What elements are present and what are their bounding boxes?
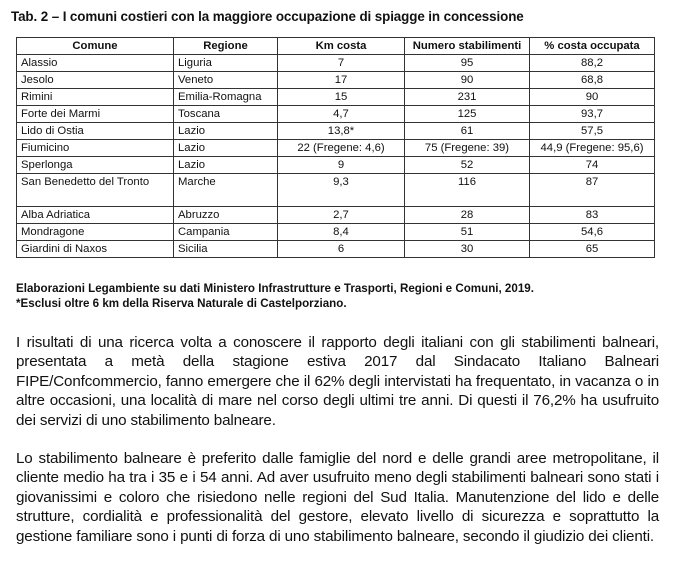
cell-numero-stabilimenti: 61 xyxy=(405,123,530,140)
cell-km-costa: 7 xyxy=(278,55,405,72)
cell-costa-occupata: 68,8 xyxy=(530,72,655,89)
cell-regione: Lazio xyxy=(174,157,278,174)
table-row xyxy=(17,207,655,224)
cell-km-costa: 17 xyxy=(278,72,405,89)
cell-comune: Giardini di Naxos xyxy=(17,241,174,258)
cell-costa-occupata: 88,2 xyxy=(530,55,655,72)
cell-comune: San Benedetto del Tronto xyxy=(17,174,174,207)
table-row xyxy=(17,123,655,140)
cell-numero-stabilimenti: 116 xyxy=(405,174,530,207)
cell-costa-occupata: 93,7 xyxy=(530,106,655,123)
cell-comune: Mondragone xyxy=(17,224,174,241)
cell-comune: Alassio xyxy=(17,55,174,72)
header-comune: Comune xyxy=(17,38,174,55)
cell-numero-stabilimenti: 51 xyxy=(405,224,530,241)
cell-costa-occupata: 57,5 xyxy=(530,123,655,140)
cell-comune: Rimini xyxy=(17,89,174,106)
table-row xyxy=(17,140,655,157)
source-note: Elaborazioni Legambiente su dati Ministero Infrastrutture e Trasporti, Regioni e Comuni, 2019. xyxy=(16,282,534,295)
cell-regione: Lazio xyxy=(174,123,278,140)
cell-numero-stabilimenti: 30 xyxy=(405,241,530,258)
cell-comune: Lido di Ostia xyxy=(17,123,174,140)
table-row xyxy=(17,224,655,241)
cell-regione: Campania xyxy=(174,224,278,241)
cell-km-costa: 13,8* xyxy=(278,123,405,140)
header-regione: Regione xyxy=(174,38,278,55)
table-row xyxy=(17,106,655,123)
cell-comune: Sperlonga xyxy=(17,157,174,174)
cell-regione: Marche xyxy=(174,174,278,207)
cell-comune: Alba Adriatica xyxy=(17,207,174,224)
table-row xyxy=(17,157,655,174)
table-row xyxy=(17,241,655,258)
header-numero-stabilimenti: Numero stabilimenti xyxy=(405,38,530,55)
cell-regione: Veneto xyxy=(174,72,278,89)
table-row xyxy=(17,174,655,207)
cell-regione: Sicilia xyxy=(174,241,278,258)
cell-costa-occupata: 87 xyxy=(530,174,655,207)
header-costa-occupata: % costa occupata xyxy=(530,38,655,55)
table-notes xyxy=(16,281,534,311)
cell-km-costa: 8,4 xyxy=(278,224,405,241)
cell-costa-occupata: 74 xyxy=(530,157,655,174)
cell-regione: Liguria xyxy=(174,55,278,72)
footnote: *Esclusi oltre 6 km della Riserva Naturale di Castelporziano. xyxy=(16,297,347,310)
coastal-municipalities-table xyxy=(16,37,655,258)
cell-km-costa: 9 xyxy=(278,157,405,174)
cell-comune: Forte dei Marmi xyxy=(17,106,174,123)
cell-km-costa: 15 xyxy=(278,89,405,106)
cell-regione: Toscana xyxy=(174,106,278,123)
cell-km-costa: 9,3 xyxy=(278,174,405,207)
table-row xyxy=(17,55,655,72)
cell-comune: Jesolo xyxy=(17,72,174,89)
table-header-row xyxy=(17,38,655,55)
table-row xyxy=(17,72,655,89)
cell-numero-stabilimenti: 52 xyxy=(405,157,530,174)
cell-numero-stabilimenti: 231 xyxy=(405,89,530,106)
cell-regione: Lazio xyxy=(174,140,278,157)
body-paragraph-1: I risultati di una ricerca volta a conoscere il rapporto degli italiani con gli stabilimenti balneari, presentata a metà della stagione estiva 2017 dal Sindacato Italiano Balneari FIPE/Confcommercio, fanno emergere che il 62% degli intervistati ha frequentato, in vacanza o in altre occasioni, una località di mare nel corso degli ultimi tre anni. Di questi il 76,2% ha usufruito dei servizi di uno stabilimento balneare. xyxy=(16,334,659,429)
header-km-costa: Km costa xyxy=(278,38,405,55)
cell-numero-stabilimenti: 95 xyxy=(405,55,530,72)
cell-regione: Abruzzo xyxy=(174,207,278,224)
table-title: Tab. 2 – I comuni costieri con la maggiore occupazione di spiagge in concessione xyxy=(11,9,524,24)
cell-km-costa: 6 xyxy=(278,241,405,258)
cell-km-costa: 4,7 xyxy=(278,106,405,123)
cell-numero-stabilimenti: 75 (Fregene: 39) xyxy=(405,140,530,157)
cell-numero-stabilimenti: 90 xyxy=(405,72,530,89)
cell-costa-occupata: 90 xyxy=(530,89,655,106)
cell-costa-occupata: 83 xyxy=(530,207,655,224)
cell-comune: Fiumicino xyxy=(17,140,174,157)
cell-regione: Emilia-Romagna xyxy=(174,89,278,106)
cell-costa-occupata: 54,6 xyxy=(530,224,655,241)
cell-km-costa: 2,7 xyxy=(278,207,405,224)
cell-costa-occupata: 65 xyxy=(530,241,655,258)
cell-costa-occupata: 44,9 (Fregene: 95,6) xyxy=(530,140,655,157)
body-paragraph-2: Lo stabilimento balneare è preferito dalle famiglie del nord e delle grandi aree metropolitane, il cliente medio ha tra i 35 e i 54 anni. Ad aver usufruito meno degli stabilimenti balneari sono stati i giovanissimi e coloro che risiedono nelle regioni del Sud Italia. Manutenzione del lido e delle strutture, cordialità e professionalità del gestore, elevato livello di sicurezza e soprattutto la gestione familiare sono i punti di forza di uno stabilimento balneare, secondo il giudizio dei clienti. xyxy=(16,450,659,545)
cell-km-costa: 22 (Fregene: 4,6) xyxy=(278,140,405,157)
cell-numero-stabilimenti: 28 xyxy=(405,207,530,224)
table-row xyxy=(17,89,655,106)
cell-numero-stabilimenti: 125 xyxy=(405,106,530,123)
